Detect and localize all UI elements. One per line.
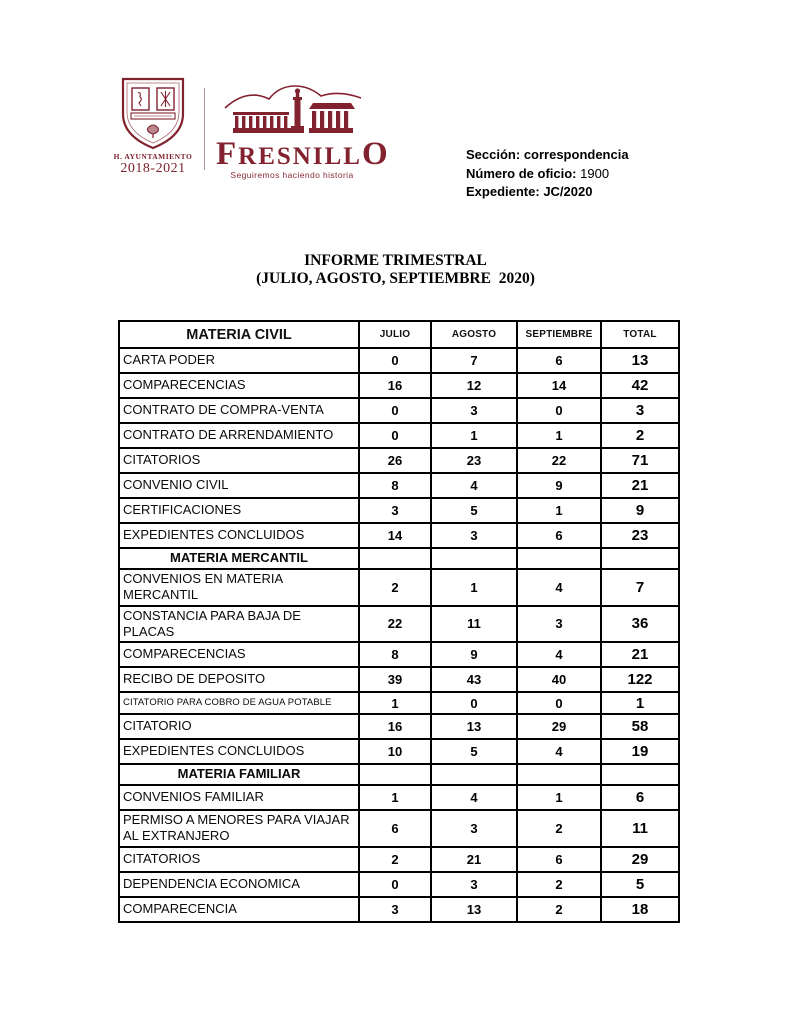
month-value-cell: 14 [359, 523, 431, 548]
month-value-cell [431, 548, 517, 569]
row-label-text: CONSTANCIA PARA BAJA DE PLACAS [123, 607, 301, 639]
total-value-cell: 13 [601, 348, 679, 373]
row-label-text: CARTA PODER [123, 352, 215, 368]
month-value-cell: 0 [517, 692, 601, 714]
total-value-cell [601, 548, 679, 569]
month-value-cell: 13 [431, 897, 517, 922]
report-table [118, 320, 680, 923]
table-row [119, 847, 679, 872]
section-row [119, 764, 679, 785]
month-value-cell: 0 [359, 348, 431, 373]
month-value-cell: 4 [431, 785, 517, 810]
month-value-cell: 1 [359, 785, 431, 810]
table-row [119, 373, 679, 398]
total-value-cell: 71 [601, 448, 679, 473]
month-value-cell: 3 [359, 897, 431, 922]
month-value-cell: 29 [517, 714, 601, 739]
month-value-cell: 2 [517, 810, 601, 847]
total-value-cell: 36 [601, 606, 679, 643]
table-row [119, 498, 679, 523]
table-row [119, 606, 679, 643]
month-value-cell [359, 548, 431, 569]
row-label-text: RECIBO DE DEPOSITO [123, 671, 266, 687]
table-row [119, 398, 679, 423]
month-value-cell: 2 [517, 897, 601, 922]
row-label-text: CONVENIO CIVIL [123, 477, 229, 493]
table-header-row [119, 321, 679, 348]
month-value-cell: 1 [517, 785, 601, 810]
month-value-cell: 1 [517, 423, 601, 448]
total-value-cell: 5 [601, 872, 679, 897]
month-value-cell: 2 [359, 569, 431, 606]
month-value-cell [431, 764, 517, 785]
total-value-cell: 7 [601, 569, 679, 606]
table-row [119, 714, 679, 739]
seccion-line [466, 146, 696, 165]
report-table-body [119, 348, 679, 922]
table-row [119, 810, 679, 847]
month-value-cell [517, 764, 601, 785]
row-label-text: CITATORIOS [123, 452, 201, 468]
row-label [119, 398, 359, 423]
row-label [119, 785, 359, 810]
row-label-text: CITATORIO PARA COBRO DE AGUA POTABLE [123, 697, 332, 709]
table-row [119, 423, 679, 448]
month-value-cell: 22 [517, 448, 601, 473]
total-value-cell: 21 [601, 473, 679, 498]
report-title-line1: INFORME TRIMESTRAL [304, 252, 487, 269]
row-label-text: MATERIA MERCANTIL [170, 550, 308, 566]
month-value-cell: 4 [431, 473, 517, 498]
expediente-value: JC/2020 [543, 184, 593, 199]
wordmark-middle: RESNILL [238, 143, 362, 170]
numero-oficio-label: Número de oficio: [466, 165, 577, 181]
month-value-cell: 21 [431, 847, 517, 872]
row-label [119, 739, 359, 764]
row-label [119, 473, 359, 498]
month-value-cell: 3 [431, 398, 517, 423]
report-title [0, 252, 791, 288]
table-row [119, 785, 679, 810]
table-row [119, 667, 679, 692]
month-value-cell: 1 [517, 498, 601, 523]
seccion-value: correspondencia [523, 147, 629, 162]
month-value-cell: 4 [517, 569, 601, 606]
row-label-text: CERTIFICACIONES [123, 502, 242, 518]
row-label [119, 448, 359, 473]
table-row [119, 642, 679, 667]
row-label-text: COMPARECENCIAS [123, 377, 246, 393]
month-value-cell: 3 [517, 606, 601, 643]
column-header-septiembre: SEPTIEMBRE [517, 321, 601, 348]
row-label-text: COMPARECENCIA [123, 900, 237, 916]
row-label [119, 714, 359, 739]
column-header-total: TOTAL [601, 321, 679, 348]
month-value-cell: 4 [517, 739, 601, 764]
numero-oficio-line [466, 165, 696, 184]
row-label-text: EXPEDIENTES CONCLUIDOS [123, 743, 305, 759]
month-value-cell: 11 [431, 606, 517, 643]
table-row [119, 523, 679, 548]
month-value-cell: 3 [431, 872, 517, 897]
month-value-cell: 14 [517, 373, 601, 398]
numero-oficio-value: 1900 [580, 165, 610, 181]
month-value-cell: 3 [431, 523, 517, 548]
row-label-text: PERMISO A MENORES PARA VIAJAR AL EXTRANJERO [123, 812, 350, 844]
wordmark-initial: F [216, 136, 239, 172]
total-value-cell: 122 [601, 667, 679, 692]
month-value-cell: 6 [517, 348, 601, 373]
month-value-cell: 12 [431, 373, 517, 398]
report-title-line2: (JULIO, AGOSTO, SEPTIEMBRE 2020) [256, 270, 535, 287]
wordmark-final: O [361, 136, 390, 172]
month-value-cell: 6 [517, 523, 601, 548]
month-value-cell: 0 [359, 423, 431, 448]
table-row [119, 473, 679, 498]
month-value-cell: 0 [431, 692, 517, 714]
row-label-text: COMPARECENCIAS [123, 646, 246, 662]
month-value-cell: 3 [431, 810, 517, 847]
month-value-cell: 40 [517, 667, 601, 692]
month-value-cell: 5 [431, 498, 517, 523]
row-label [119, 642, 359, 667]
total-value-cell: 23 [601, 523, 679, 548]
fresnillo-tagline: Seguiremos haciendo historia [230, 170, 354, 180]
month-value-cell [517, 548, 601, 569]
expediente-line [466, 183, 696, 202]
month-value-cell: 3 [359, 498, 431, 523]
row-label-text: CONVENIOS EN MATERIA MERCANTIL [123, 571, 283, 603]
table-row [119, 872, 679, 897]
total-value-cell: 11 [601, 810, 679, 847]
total-value-cell: 29 [601, 847, 679, 872]
row-label [119, 847, 359, 872]
row-label [119, 667, 359, 692]
row-label [119, 348, 359, 373]
total-value-cell: 6 [601, 785, 679, 810]
month-value-cell: 16 [359, 373, 431, 398]
seal-caption: H. AYUNTAMIENTO [113, 152, 193, 161]
row-label [119, 692, 359, 714]
column-header-julio: JULIO [359, 321, 431, 348]
total-value-cell: 3 [601, 398, 679, 423]
section-row [119, 548, 679, 569]
month-value-cell: 9 [431, 642, 517, 667]
month-value-cell: 4 [517, 642, 601, 667]
monument-icon [217, 84, 367, 140]
table-row [119, 448, 679, 473]
month-value-cell: 16 [359, 714, 431, 739]
seal-years: 2018-2021 [120, 161, 186, 176]
month-value-cell: 0 [359, 872, 431, 897]
total-value-cell: 19 [601, 739, 679, 764]
month-value-cell: 1 [431, 423, 517, 448]
total-value-cell: 18 [601, 897, 679, 922]
total-value-cell [601, 764, 679, 785]
month-value-cell: 23 [431, 448, 517, 473]
municipal-seal [112, 76, 194, 177]
month-value-cell: 8 [359, 473, 431, 498]
table-row [119, 569, 679, 606]
month-value-cell: 7 [431, 348, 517, 373]
logo-divider [204, 88, 205, 170]
row-label [119, 373, 359, 398]
total-value-cell: 2 [601, 423, 679, 448]
row-label [119, 897, 359, 922]
row-label-text: CITATORIOS [123, 850, 201, 866]
section-label [119, 548, 359, 569]
row-label-text: CONTRATO DE COMPRA-VENTA [123, 402, 324, 418]
month-value-cell: 39 [359, 667, 431, 692]
total-value-cell: 42 [601, 373, 679, 398]
row-label-text: CONVENIOS FAMILIAR [123, 789, 264, 805]
month-value-cell: 22 [359, 606, 431, 643]
month-value-cell: 9 [517, 473, 601, 498]
month-value-cell: 5 [431, 739, 517, 764]
month-value-cell: 6 [359, 810, 431, 847]
row-label [119, 498, 359, 523]
month-value-cell: 1 [359, 692, 431, 714]
row-label-text: EXPEDIENTES CONCLUIDOS [123, 527, 305, 543]
row-label-text: MATERIA FAMILIAR [177, 766, 301, 782]
row-label [119, 606, 359, 643]
month-value-cell: 0 [517, 398, 601, 423]
table-row [119, 348, 679, 373]
month-value-cell: 6 [517, 847, 601, 872]
month-value-cell: 2 [517, 872, 601, 897]
section-label [119, 764, 359, 785]
row-label [119, 523, 359, 548]
column-header-materia: MATERIA CIVIL [119, 321, 359, 348]
total-value-cell: 9 [601, 498, 679, 523]
row-label-text: CONTRATO DE ARRENDAMIENTO [123, 427, 334, 443]
month-value-cell: 0 [359, 398, 431, 423]
month-value-cell: 13 [431, 714, 517, 739]
fresnillo-wordmark [216, 136, 390, 172]
table-row [119, 692, 679, 714]
month-value-cell: 2 [359, 847, 431, 872]
row-label [119, 872, 359, 897]
row-label [119, 423, 359, 448]
row-label-text: DEPENDENCIA ECONOMICA [123, 875, 300, 891]
month-value-cell: 8 [359, 642, 431, 667]
row-label [119, 569, 359, 606]
coat-of-arms-icon [118, 76, 188, 150]
row-label [119, 810, 359, 847]
total-value-cell: 1 [601, 692, 679, 714]
total-value-cell: 21 [601, 642, 679, 667]
expediente-label: Expediente: [466, 184, 540, 199]
table-row [119, 739, 679, 764]
column-header-agosto: AGOSTO [431, 321, 517, 348]
seccion-label: Sección: [466, 147, 521, 162]
month-value-cell [359, 764, 431, 785]
month-value-cell: 1 [431, 569, 517, 606]
month-value-cell: 43 [431, 667, 517, 692]
fresnillo-logo [216, 84, 390, 180]
total-value-cell: 58 [601, 714, 679, 739]
month-value-cell: 26 [359, 448, 431, 473]
month-value-cell: 10 [359, 739, 431, 764]
table-row [119, 897, 679, 922]
row-label-text: CITATORIO [123, 718, 192, 734]
oficio-info [466, 146, 696, 202]
